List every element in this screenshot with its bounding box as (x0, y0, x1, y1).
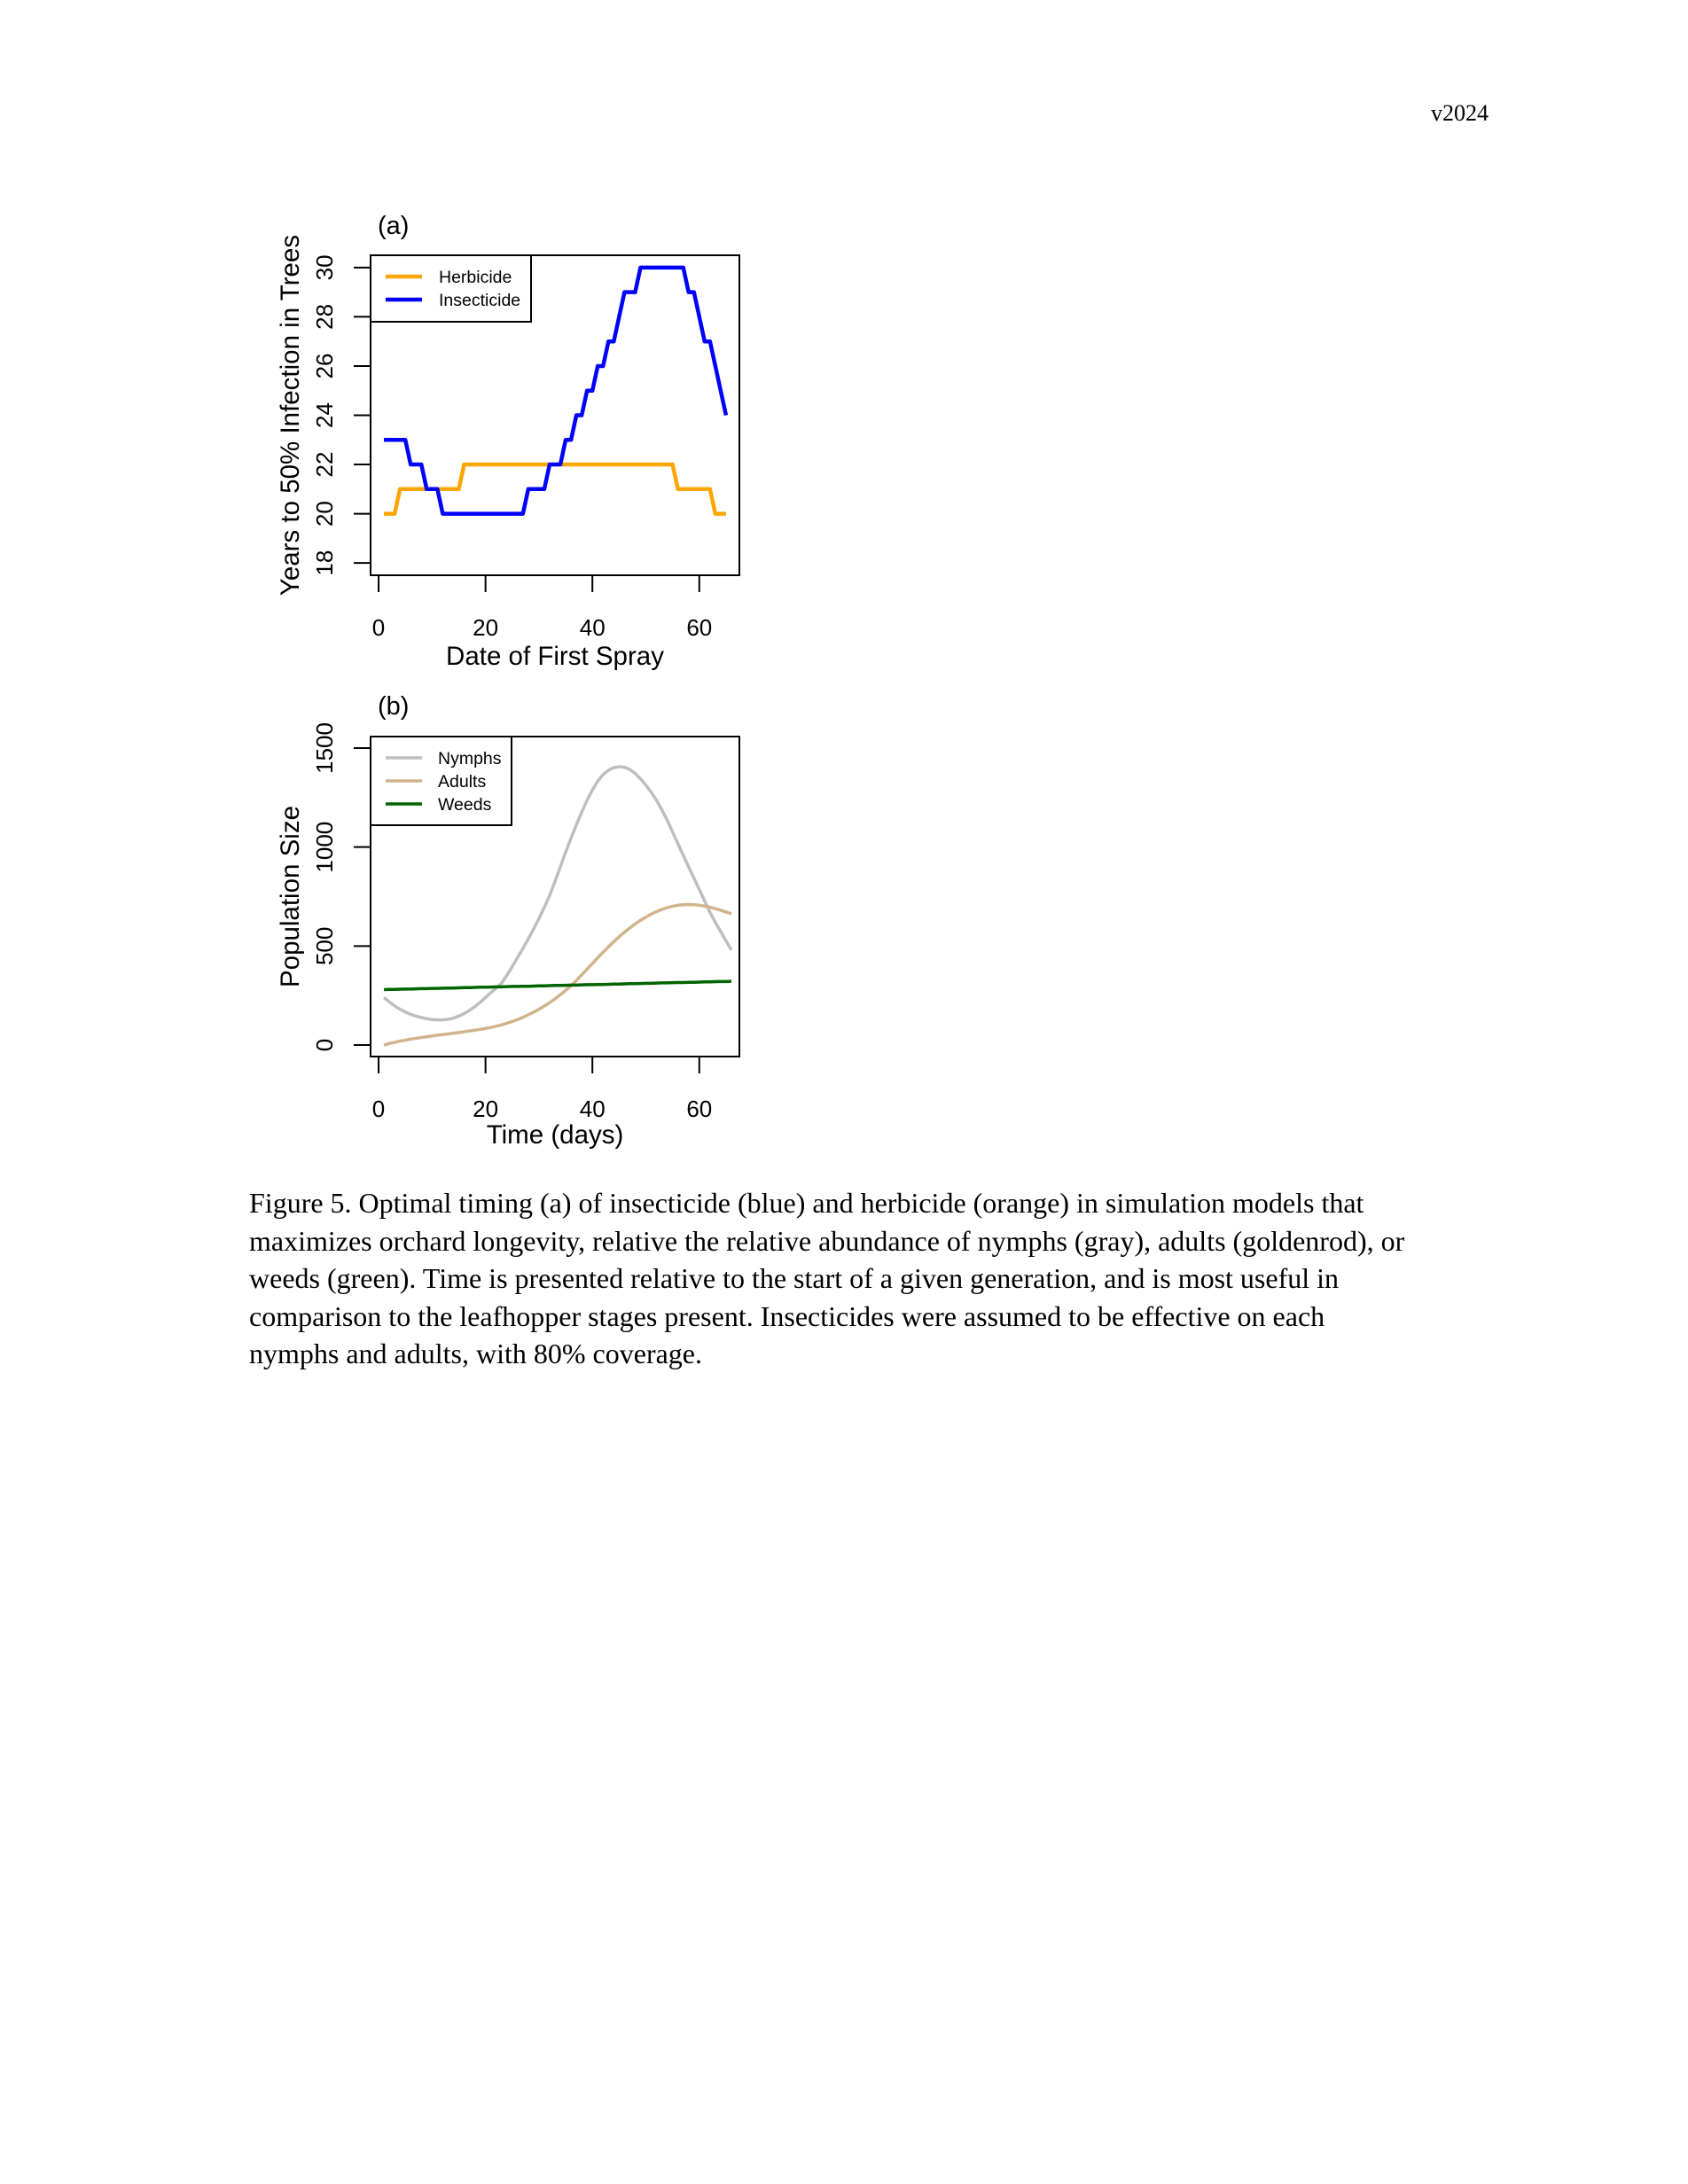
legend-nymphs-label: Nymphs (438, 749, 502, 768)
y-tick-label: 26 (311, 353, 339, 379)
figure-caption (249, 1184, 1508, 1373)
panel-label: (b) (378, 692, 410, 721)
adults-line (384, 904, 731, 1045)
caption-line: nymphs and adults, with 80% coverage. (249, 1338, 702, 1369)
legend-adults-label: Adults (438, 772, 487, 792)
y-tick-label: 20 (310, 501, 338, 527)
x-tick-label: 40 (579, 614, 606, 641)
y-tick-label: 1500 (310, 722, 338, 774)
x-axis-title: Time (days) (486, 1120, 624, 1150)
y-axis (311, 254, 371, 575)
panel-b-chart (276, 692, 739, 1150)
x-tick-label: 20 (473, 1096, 499, 1122)
x-tick-label: 60 (686, 614, 713, 641)
caption-line: Figure 5. Optimal timing (a) of insecticide (blue) and herbicide (orange) in simulation models that (249, 1187, 1364, 1219)
legend-box (371, 255, 531, 322)
y-axis-title: Population Size (276, 805, 305, 988)
legend (371, 737, 512, 825)
caption-line: maximizes orchard longevity, relative the relative abundance of nymphs (gray), adults (goldenrod), or (249, 1224, 1405, 1257)
y-tick-label: 30 (311, 254, 339, 281)
panel-label: (a) (378, 212, 410, 240)
legend-weeds-label: Weeds (438, 795, 492, 815)
x-tick-label: 20 (473, 614, 499, 641)
x-tick-label: 0 (371, 1096, 386, 1122)
y-tick-label: 24 (311, 402, 338, 428)
x-tick-label: 0 (371, 614, 386, 641)
x-axis (372, 575, 712, 641)
weeds-line (384, 981, 731, 989)
caption-line: weeds (green). Time is presented relative to the start of a given generation, and is most useful in (249, 1262, 1340, 1294)
x-axis (372, 1057, 712, 1122)
y-axis (311, 722, 371, 1051)
x-tick-label: 40 (579, 1096, 606, 1122)
y-tick-label: 1000 (311, 821, 339, 873)
version-label: v2024 (1431, 100, 1489, 126)
legend (371, 255, 531, 322)
y-tick-label: 500 (310, 926, 338, 966)
legend-herbicide-label: Herbicide (439, 268, 512, 287)
caption-line: comparison to the leafhopper stages present. Insecticides were assumed to be effective on each (249, 1299, 1325, 1332)
y-tick-label: 18 (310, 550, 338, 576)
x-axis-title: Date of First Spray (446, 642, 664, 671)
y-axis-title: Years to 50% Infection in Trees (276, 234, 305, 597)
panel-a-chart (276, 212, 739, 671)
x-tick-label: 60 (686, 1096, 713, 1122)
y-tick-label: 0 (311, 1038, 339, 1052)
y-tick-label: 22 (310, 451, 338, 478)
legend-insecticide-label: Insecticide (439, 291, 521, 310)
y-tick-label: 28 (311, 303, 339, 330)
